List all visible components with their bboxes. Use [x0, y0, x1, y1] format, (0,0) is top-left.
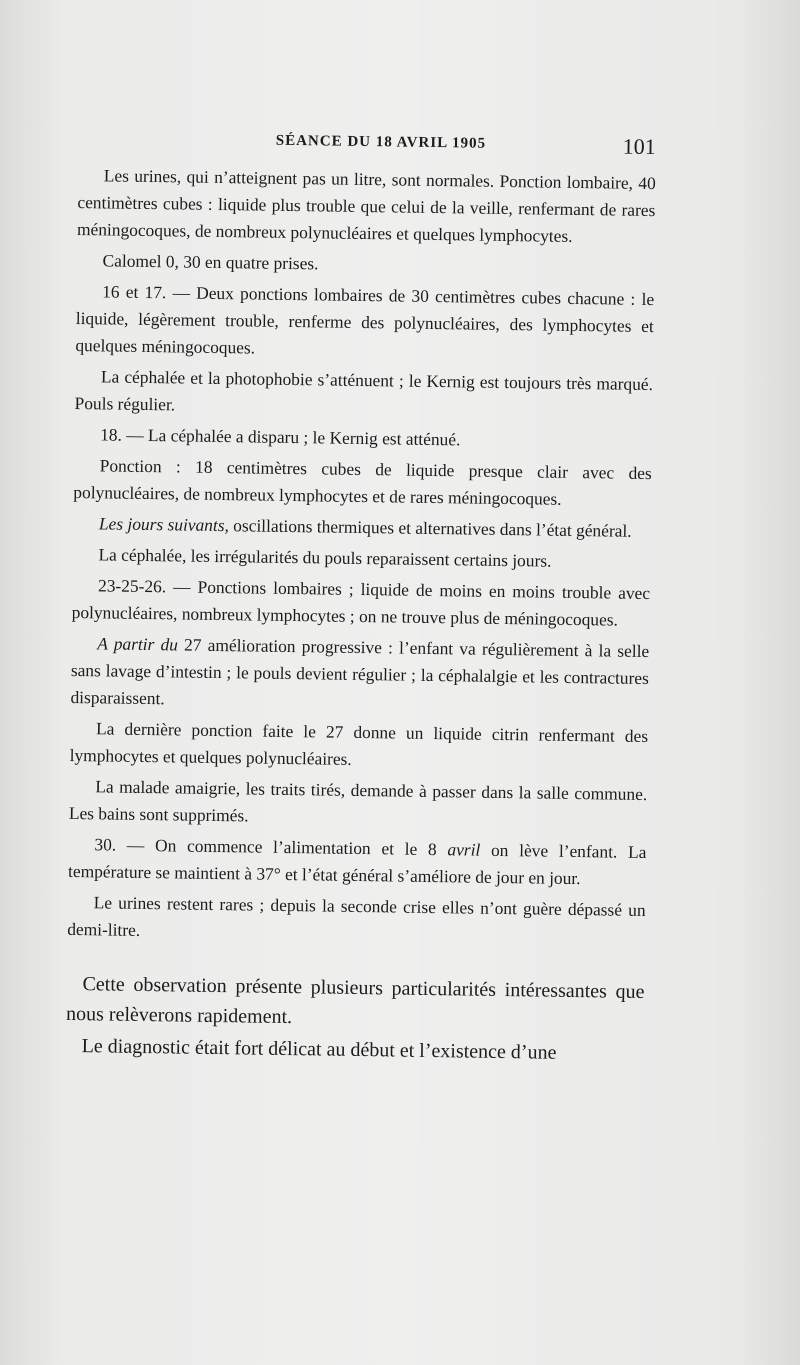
paragraph: Le urines restent rares ; depuis la seconde crise elles n’ont guère dépassé un demi-litre.: [67, 892, 646, 940]
page-body: [65, 162, 655, 1069]
page-number: 101: [622, 133, 656, 160]
paragraph: La céphalée, les irrégularités du pouls reparaissent certains jours.: [98, 544, 552, 571]
paragraph: La céphalée et la photophobie s’atténuent ; le Kernig est toujours très marqué. Pouls régulier.: [74, 366, 654, 415]
paragraph: Cette observation présente plusieurs particularités intéressantes que nous relèverons rapidement.: [65, 973, 645, 1029]
running-title: SÉANCE DU 18 AVRIL 1905: [275, 132, 487, 152]
paragraph: Ponction : 18 centimètres cubes de liquide presque clair avec des polynucléaires, de nombreux lymphocytes et de rares méningocoques.: [73, 455, 652, 509]
paragraph: A partir du 27 amélioration progressive : l’enfant va régulièrement à la selle sans lavage d’intestin ; le pouls devient régulier ; la céphalalgie et les contractures disparaissent.: [70, 633, 650, 709]
italic-lead: Les jours suivants,: [98, 513, 230, 536]
observation-notes: [67, 162, 656, 951]
paragraph: La dernière ponction faite le 27 donne un liquide citrin renfermant des lymphocytes et quelques polynucléaires.: [69, 718, 649, 769]
paragraph: Le diagnostic était fort délicat au début et l’existence d’une: [81, 1035, 557, 1064]
paragraph: 30. — On commence l’alimentation et le 8 avril on lève l’enfant. La température se maintient à 37° et l’état général s’améliore de jour en jour.: [67, 834, 647, 889]
paragraph: La malade amaigrie, les traits tirés, demande à passer dans la salle commune. Les bains sont supprimés.: [68, 776, 648, 826]
paragraph: Les jours suivants, oscillations thermiques et alternatives dans l’état général.: [98, 513, 632, 541]
paragraph: Les urines, qui n’atteignent pas un litre, sont normales. Ponction lombaire, 40 centimètres cubes : liquide plus trouble que celui de la veille, renfermant de rares méningocoques, de nombreux polynucléaires et quelques lymphocytes.: [76, 165, 656, 246]
paragraph: 18. — La céphalée a disparu ; le Kernig est atténué.: [100, 424, 461, 450]
page-header: [78, 126, 656, 166]
discussion: [65, 969, 644, 1069]
paragraph: 16 et 17. — Deux ponctions lombaires de 30 centimètres cubes chacune : le liquide, légèrement trouble, renferme des polynucléaires, des lymphocytes et quelques méningocoques.: [75, 281, 655, 358]
paragraph: Calomel 0, 30 en quatre prises.: [102, 250, 319, 274]
paragraph: 23-25-26. — Ponctions lombaires ; liquide de moins en moins trouble avec polynucléaires, nombreux lymphocytes ; on ne trouve plus de méningocoques.: [71, 575, 651, 630]
italic-lead: A partir du: [97, 633, 179, 655]
